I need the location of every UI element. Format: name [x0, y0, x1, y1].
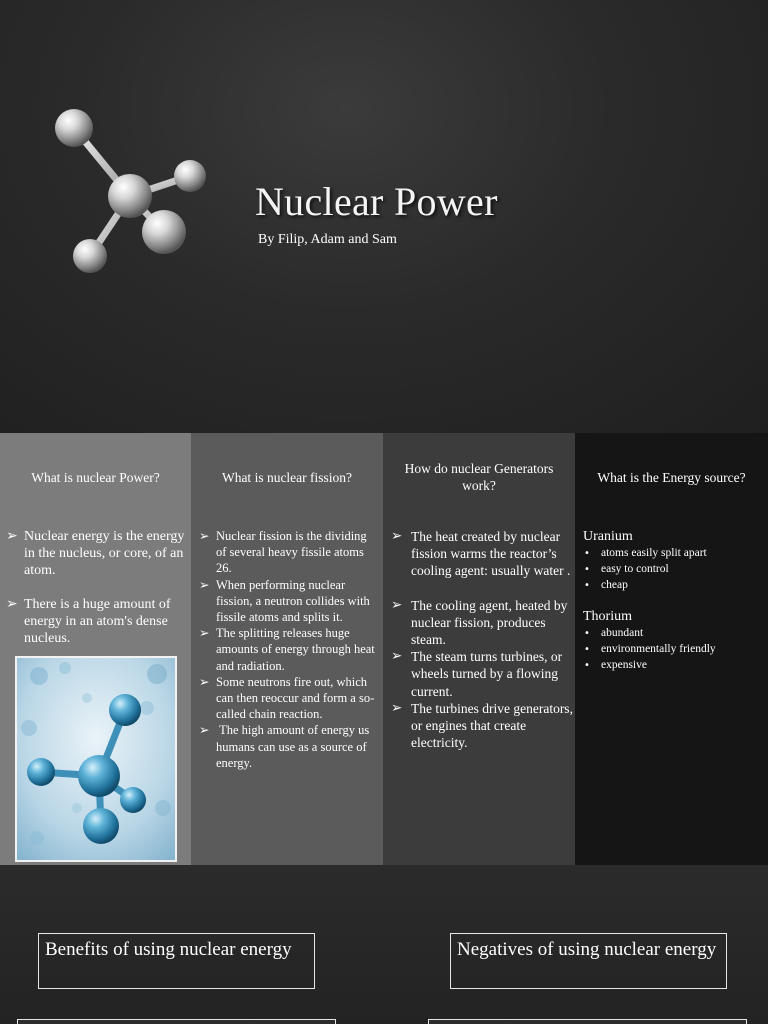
arrow-bullet-icon: ➢	[199, 576, 210, 592]
list-item: • atoms easily split apart	[583, 546, 764, 562]
arrow-bullet-icon: ➢	[6, 528, 18, 544]
bullet-dot-icon: •	[584, 659, 590, 671]
list-item: ➢ The heat created by nuclear fission warms the reactor’s cooling agent: usually water .	[391, 528, 571, 579]
arrow-bullet-icon: ➢	[391, 528, 403, 544]
list-item: • expensive	[583, 658, 764, 674]
arrow-bullet-icon: ➢	[199, 673, 210, 689]
arrow-bullet-icon: ➢	[199, 528, 210, 543]
arrow-bullet-icon: ➢	[391, 648, 403, 665]
arrow-bullet-icon: ➢	[6, 596, 18, 612]
column-generators	[383, 433, 575, 865]
bullet-dot-icon: •	[584, 644, 590, 656]
list-item: ➢ When performing nuclear fission, a neutron collides with fissile atoms and splits it.	[199, 576, 370, 625]
list-item: • abundant	[583, 626, 764, 642]
column-nuclear-fission	[191, 433, 383, 865]
bullet-dot-icon: •	[584, 579, 590, 591]
blue-molecule-image	[15, 656, 177, 862]
bullet-list	[383, 528, 575, 751]
negatives-content-box	[428, 1019, 747, 1024]
list-item: ➢ The splitting releases huge amounts of energy through heat and radiation.	[199, 625, 375, 673]
list-item: ➢ The high amount of energy us humans can use as a source of energy.	[199, 722, 373, 770]
column-heading: What is nuclear fission?	[221, 469, 353, 485]
negatives-heading: Negatives of using nuclear energy	[450, 933, 727, 989]
arrow-bullet-icon: ➢	[391, 699, 403, 716]
column-heading: What is nuclear Power?	[31, 469, 160, 485]
benefits-heading: Benefits of using nuclear energy	[38, 933, 315, 989]
arrow-bullet-icon: ➢	[391, 596, 403, 613]
page-title: Nuclear Power	[255, 179, 498, 224]
uranium-points	[583, 546, 764, 593]
blue-molecule-icon	[17, 658, 175, 860]
benefits-content-box	[17, 1019, 336, 1024]
column-heading: How do nuclear Generators work?	[404, 461, 554, 493]
bullet-list	[191, 528, 383, 771]
list-item: ➢ The turbines drive generators, or engines that create electricity.	[391, 699, 573, 751]
column-nuclear-power	[0, 433, 191, 865]
column-heading: What is the Energy source?	[597, 469, 746, 485]
silver-molecule-icon	[48, 100, 218, 280]
info-columns	[0, 433, 768, 865]
column-energy-source	[575, 433, 768, 865]
list-item: ➢ There is a huge amount of energy in an atom's dense nucleus.	[6, 596, 171, 646]
bullet-dot-icon: •	[584, 548, 590, 559]
page-subtitle: By Filip, Adam and Sam	[258, 232, 397, 247]
list-item: ➢ The steam turns turbines, or wheels turned by a flowing current.	[391, 648, 563, 699]
list-item: ➢ Some neutrons fire out, which can then reoccur and form a so-called chain reaction.	[199, 673, 375, 722]
arrow-bullet-icon: ➢	[199, 625, 210, 641]
list-item: • environmentally friendly	[583, 642, 764, 658]
arrow-bullet-icon: ➢	[199, 722, 210, 738]
energy-sources	[583, 528, 764, 689]
list-item: • easy to control	[583, 562, 764, 578]
title-section	[0, 0, 768, 433]
source-name-uranium: Uranium	[583, 529, 633, 544]
bullet-dot-icon: •	[584, 628, 590, 640]
list-item: • cheap	[583, 578, 764, 594]
source-name-thorium: Thorium	[583, 609, 632, 625]
list-item: ➢ Nuclear fission is the dividing of several heavy fissile atoms 26.	[199, 528, 367, 576]
list-item: ➢ Nuclear energy is the energy in the nucleus, or core, of an atom.	[6, 528, 185, 578]
bottom-section	[0, 865, 768, 1024]
bullet-list	[0, 528, 191, 664]
list-item: ➢ The cooling agent, heated by nuclear fission, produces steam.	[391, 596, 568, 648]
bullet-dot-icon: •	[584, 563, 590, 575]
thorium-points	[583, 626, 764, 673]
